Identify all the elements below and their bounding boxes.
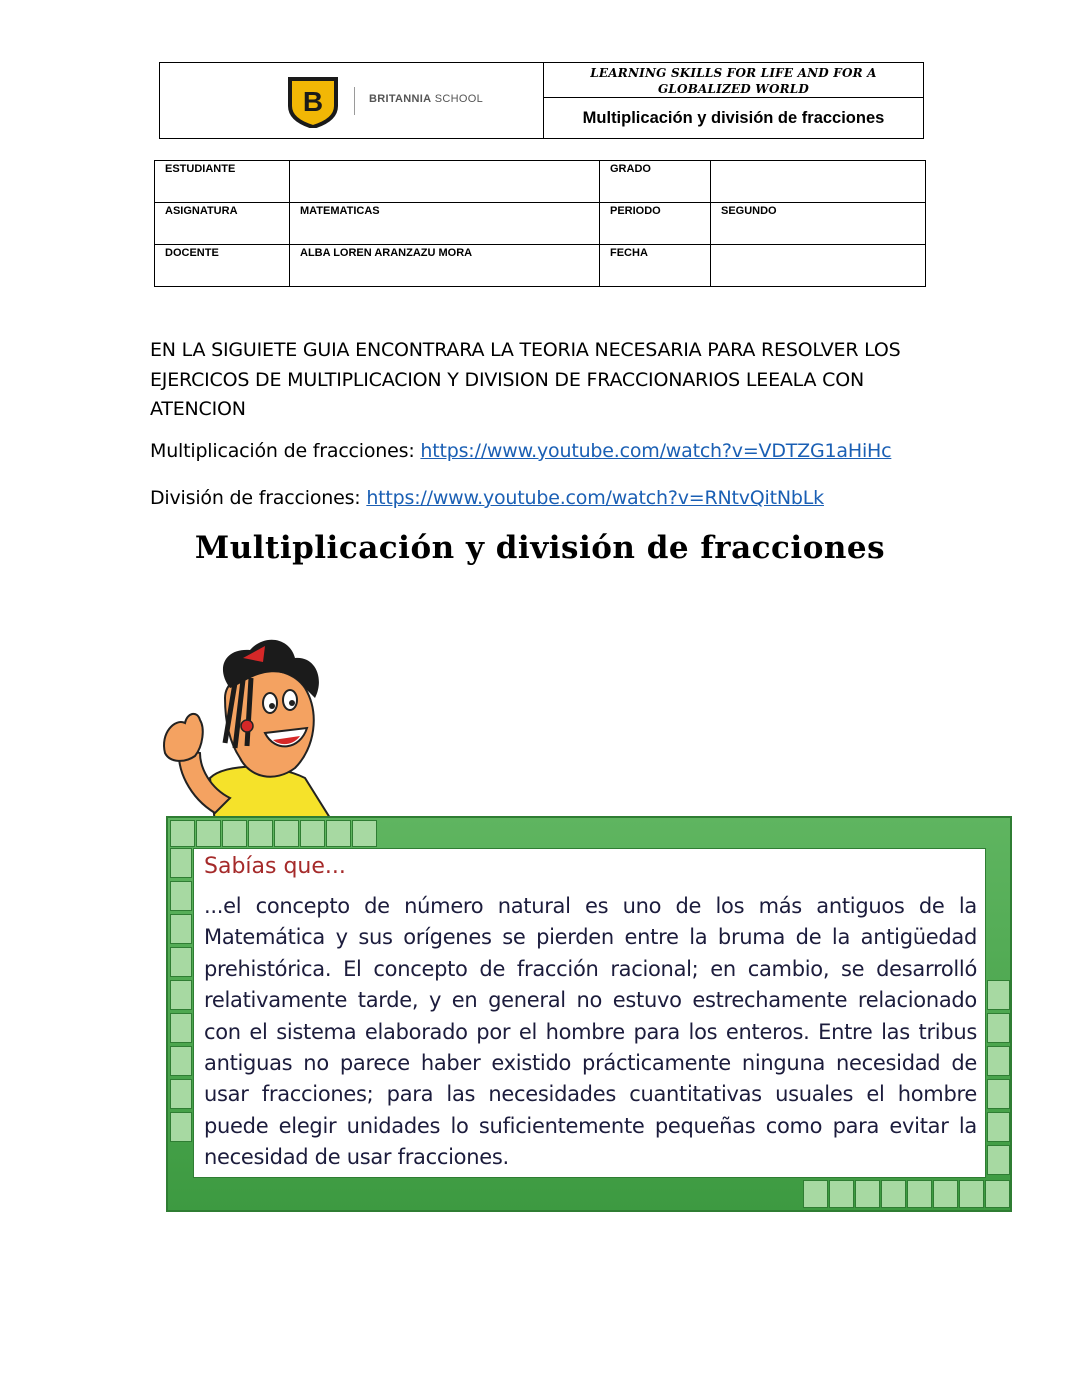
school-motto: LEARNING SKILLS FOR LIFE AND FOR A GLOBALIZED WORLD [544, 63, 923, 98]
frame-tile [170, 848, 192, 878]
frame-tile [170, 1046, 192, 1076]
frame-tile [274, 820, 299, 847]
field-grado[interactable] [711, 161, 926, 203]
label-periodo: PERIODO [600, 203, 711, 245]
logo-divider [354, 87, 355, 115]
division-video-link[interactable]: https://www.youtube.com/watch?v=RNtvQitNbLk [366, 487, 824, 509]
value-periodo: SEGUNDO [711, 203, 926, 245]
frame-tile [959, 1180, 984, 1208]
frame-tile [170, 1112, 192, 1142]
frame-tile [170, 881, 192, 911]
document-header [159, 62, 924, 139]
frame-tile [987, 980, 1010, 1010]
label-grado: GRADO [600, 161, 711, 203]
header-right [544, 63, 923, 138]
label-asignatura: ASIGNATURA [155, 203, 290, 245]
frame-tile [987, 1145, 1010, 1175]
field-fecha[interactable] [711, 245, 926, 287]
label-fecha: FECHA [600, 245, 711, 287]
main-title: Multiplicación y división de fracciones [194, 530, 886, 566]
cartoon-girl-illustration [155, 628, 345, 828]
frame-tile [170, 947, 192, 977]
school-name: BRITANNIA SCHOOL [369, 93, 484, 105]
frame-tile [987, 1112, 1010, 1142]
frame-tile [987, 1013, 1010, 1043]
value-docente: ALBA LOREN ARANZAZU MORA [290, 245, 600, 287]
frame-tile [170, 980, 192, 1010]
frame-tile [222, 820, 247, 847]
division-video-line [150, 487, 824, 509]
logo-cell [160, 63, 544, 138]
frame-tile [170, 820, 195, 847]
multiplication-video-line [150, 440, 891, 462]
frame-tile [985, 1180, 1010, 1208]
header-subject-title: Multiplicación y división de fracciones [582, 109, 885, 127]
frame-tile [326, 820, 351, 847]
student-info-table [154, 160, 926, 287]
frame-tile [987, 1046, 1010, 1076]
frame-tile [803, 1180, 828, 1208]
frame-tile [933, 1180, 958, 1208]
field-estudiante[interactable] [290, 161, 600, 203]
frame-tile [196, 820, 221, 847]
frame-tile [352, 820, 377, 847]
multiplication-label: Multiplicación de fracciones: [150, 440, 421, 462]
table-row [155, 245, 926, 287]
multiplication-video-link[interactable]: https://www.youtube.com/watch?v=VDTZG1aHiHc [420, 440, 892, 462]
info-box-text: ...el concepto de número natural es uno de los más antiguos de la Matemática y sus orígenes se pierden entre la bruma de la antigüedad prehistórica. El concepto de fracción racional; en cambio, se desarrolló relativamente tarde, y en general no estuvo estrechamente relacionado con el sistema elaborado por el hombre para los enteros. Entre las tribus antiguas no parece haber existido prácticamente ninguna necesidad de usar fracciones; para las necesidades cuantitativas usuales el hombre puede elegir unidades lo suficientemente pequeñas como para evitar la necesidad de usar fracciones. [204, 894, 977, 1170]
label-docente: DOCENTE [155, 245, 290, 287]
shield-letter: B [302, 86, 324, 117]
frame-tile [881, 1180, 906, 1208]
table-row [155, 161, 926, 203]
intro-paragraph: EN LA SIGUIETE GUIA ENCONTRARA LA TEORIA NECESARIA PARA RESOLVER LOS EJERCICOS DE MULTIPLICACION Y DIVISION DE FRACCIONARIOS LEEALA CON ATENCION [150, 339, 901, 420]
table-row [155, 203, 926, 245]
value-asignatura: MATEMATICAS [290, 203, 600, 245]
frame-tile [987, 1079, 1010, 1109]
frame-tile [829, 1180, 854, 1208]
frame-tile [907, 1180, 932, 1208]
frame-tile [300, 820, 325, 847]
school-shield-icon [287, 76, 339, 128]
label-estudiante: ESTUDIANTE [155, 161, 290, 203]
frame-tile [170, 1013, 192, 1043]
frame-tile [855, 1180, 880, 1208]
frame-tile [170, 914, 192, 944]
division-label: División de fracciones: [150, 487, 367, 509]
frame-tile [248, 820, 273, 847]
frame-tile [170, 1079, 192, 1109]
info-box-heading: Sabías que... [204, 854, 346, 879]
